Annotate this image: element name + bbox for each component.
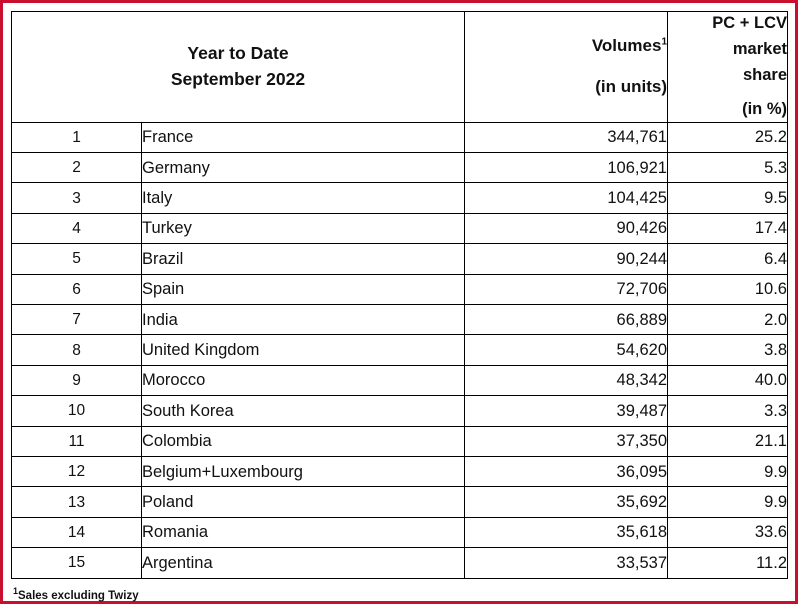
- row-volume: 104,425: [465, 183, 668, 213]
- share-header-line3: share: [742, 65, 787, 84]
- row-market-share: 33.6: [668, 517, 788, 547]
- row-country: United Kingdom: [142, 335, 465, 365]
- table-row: [12, 456, 788, 486]
- table-row: [12, 365, 788, 395]
- row-rank: 11: [12, 426, 142, 456]
- row-rank: 8: [12, 335, 142, 365]
- volumes-label: Volumes$^1$: [591, 36, 667, 56]
- row-country: South Korea: [142, 396, 465, 426]
- table-row: [12, 213, 788, 243]
- row-volume: 48,342: [465, 365, 668, 395]
- row-rank: 9: [12, 365, 142, 395]
- period-title-line2: September 2022: [170, 68, 306, 89]
- row-country: India: [142, 305, 465, 335]
- row-country: Spain: [142, 274, 465, 304]
- row-market-share: 40.0: [668, 365, 788, 395]
- table-body: [12, 122, 788, 578]
- row-rank: 13: [12, 487, 142, 517]
- volumes-unit: (in units): [595, 76, 667, 96]
- row-country: Germany: [142, 153, 465, 183]
- row-country: Brazil: [142, 244, 465, 274]
- table-row: [12, 396, 788, 426]
- row-rank: 15: [12, 548, 142, 578]
- row-volume: 72,706: [465, 274, 668, 304]
- row-country: Turkey: [142, 213, 465, 243]
- row-country: Argentina: [142, 548, 465, 578]
- ranking-table: [11, 11, 788, 579]
- market-share-header-cell: [668, 12, 788, 123]
- share-header-line4: (in %): [742, 99, 787, 118]
- footnote-text: Sales excluding Twizy: [18, 589, 139, 602]
- table-row: [12, 305, 788, 335]
- row-rank: 3: [12, 183, 142, 213]
- volumes-header-cell: [465, 12, 668, 123]
- row-rank: 12: [12, 456, 142, 486]
- row-volume: 33,537: [465, 548, 668, 578]
- row-rank: 14: [12, 517, 142, 547]
- row-rank: 1: [12, 122, 142, 152]
- row-market-share: 9.5: [668, 183, 788, 213]
- row-market-share: 17.4: [668, 213, 788, 243]
- row-market-share: 9.9: [668, 456, 788, 486]
- row-volume: 39,487: [465, 396, 668, 426]
- volumes-footnote-marker: 1: [661, 36, 667, 48]
- footnote-marker: 1: [13, 585, 19, 596]
- row-volume: 54,620: [465, 335, 668, 365]
- table-row: [12, 153, 788, 183]
- row-country: Romania: [142, 517, 465, 547]
- row-rank: 5: [12, 244, 142, 274]
- row-rank: 2: [12, 153, 142, 183]
- row-volume: 344,761: [465, 122, 668, 152]
- row-volume: 106,921: [465, 153, 668, 183]
- table-row: [12, 487, 788, 517]
- row-market-share: 11.2: [668, 548, 788, 578]
- row-volume: 36,095: [465, 456, 668, 486]
- row-market-share: 2.0: [668, 305, 788, 335]
- row-volume: 90,244: [465, 244, 668, 274]
- table-row: [12, 517, 788, 547]
- row-rank: 4: [12, 213, 142, 243]
- share-header-line1: PC + LCV: [712, 14, 787, 32]
- row-country: France: [142, 122, 465, 152]
- table-row: [12, 244, 788, 274]
- row-volume: 37,350: [465, 426, 668, 456]
- row-rank: 7: [12, 305, 142, 335]
- share-header-line2: market: [732, 39, 787, 58]
- row-market-share: 21.1: [668, 426, 788, 456]
- table-row: [12, 274, 788, 304]
- row-market-share: 3.3: [668, 396, 788, 426]
- header-row: [12, 12, 788, 123]
- row-country: Colombia: [142, 426, 465, 456]
- table-row: [12, 122, 788, 152]
- row-country: Italy: [142, 183, 465, 213]
- row-rank: 10: [12, 396, 142, 426]
- row-market-share: 9.9: [668, 487, 788, 517]
- row-rank: 6: [12, 274, 142, 304]
- row-market-share: 3.8: [668, 335, 788, 365]
- table-header: [12, 12, 788, 123]
- table-row: [12, 335, 788, 365]
- row-market-share: 10.6: [668, 274, 788, 304]
- period-title-cell: [12, 12, 465, 123]
- row-volume: 90,426: [465, 213, 668, 243]
- row-volume: 35,618: [465, 517, 668, 547]
- row-market-share: 6.4: [668, 244, 788, 274]
- row-market-share: 5.3: [668, 153, 788, 183]
- table-row: [12, 426, 788, 456]
- row-volume: 35,692: [465, 487, 668, 517]
- row-country: Belgium+Luxembourg: [142, 456, 465, 486]
- row-country: Poland: [142, 487, 465, 517]
- document-content: [11, 11, 787, 602]
- table-row: [12, 548, 788, 578]
- row-market-share: 25.2: [668, 122, 788, 152]
- table-footnote: [11, 586, 787, 602]
- row-volume: 66,889: [465, 305, 668, 335]
- period-title-line1: Year to Date: [187, 43, 289, 64]
- row-country: Morocco: [142, 365, 465, 395]
- table-row: [12, 183, 788, 213]
